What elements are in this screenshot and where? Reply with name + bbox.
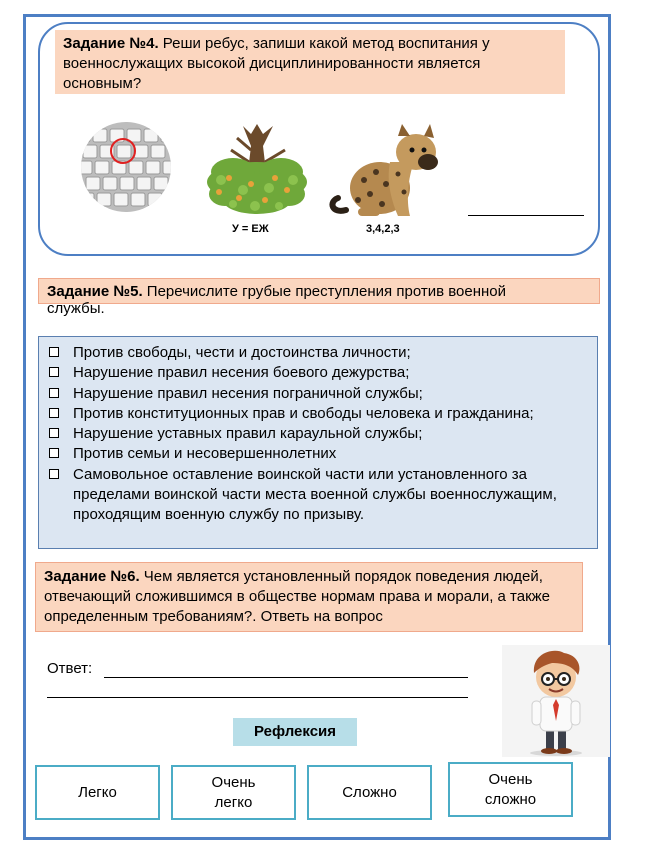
checkbox-icon — [49, 388, 59, 398]
very-hard-button[interactable]: Очень сложно — [448, 762, 573, 817]
reflection-title: Рефлексия — [233, 718, 357, 746]
answer-line-1[interactable] — [104, 677, 468, 678]
checkbox-icon — [49, 448, 59, 458]
hyena-caption: 3,4,2,3 — [366, 223, 400, 235]
student-image — [502, 645, 610, 757]
hyena-image — [328, 122, 444, 222]
list-item: Самовольное оставление воинской части или установленного за пределами воинской части места военной службы военнослужащим, проходящим военную службу по призыву. — [47, 465, 589, 526]
checkbox-icon — [49, 347, 59, 357]
checkbox-icon — [49, 428, 59, 438]
list-item: Против свободы, чести и достоинства личности; — [47, 343, 589, 363]
tree-image — [203, 120, 311, 220]
keyboard-image — [80, 121, 172, 213]
list-item: Нарушение уставных правил караульной службы; — [47, 424, 589, 444]
list-item: Против семьи и несовершеннолетних — [47, 444, 589, 464]
tree-caption: У = ЕЖ — [232, 223, 269, 235]
answer-label: Ответ: — [47, 660, 93, 677]
task6-title: Задание №6. Чем является установленный порядок поведения людей, отвечающий сложившимся в обществе нормам права и морали, а также определенным требованиям?. Ответь на вопрос — [35, 562, 583, 632]
answer-line-2[interactable] — [47, 697, 468, 698]
list-item: Нарушение правил несения пограничной службы; — [47, 384, 589, 404]
task5-title-continuation: службы. — [47, 300, 105, 317]
task4-title: Задание №4. Реши ребус, запиши какой метод воспитания у военнослужащих высокой дисциплинированности является основным? — [55, 30, 565, 94]
list-item: Нарушение правил несения боевого дежурства; — [47, 363, 589, 383]
checkbox-icon — [49, 408, 59, 418]
checkbox-icon — [49, 367, 59, 377]
task5-title: Задание №5. Перечислите грубые преступления против военной — [38, 278, 600, 304]
easy-button[interactable]: Легко — [35, 765, 160, 820]
hard-button[interactable]: Сложно — [307, 765, 432, 820]
checkbox-icon — [49, 469, 59, 479]
task4-answer-line[interactable] — [468, 215, 584, 216]
crimes-list-box — [38, 336, 598, 549]
very-easy-button[interactable]: Очень легко — [171, 765, 296, 820]
list-item: Против конституционных прав и свободы человека и гражданина; — [47, 404, 589, 424]
